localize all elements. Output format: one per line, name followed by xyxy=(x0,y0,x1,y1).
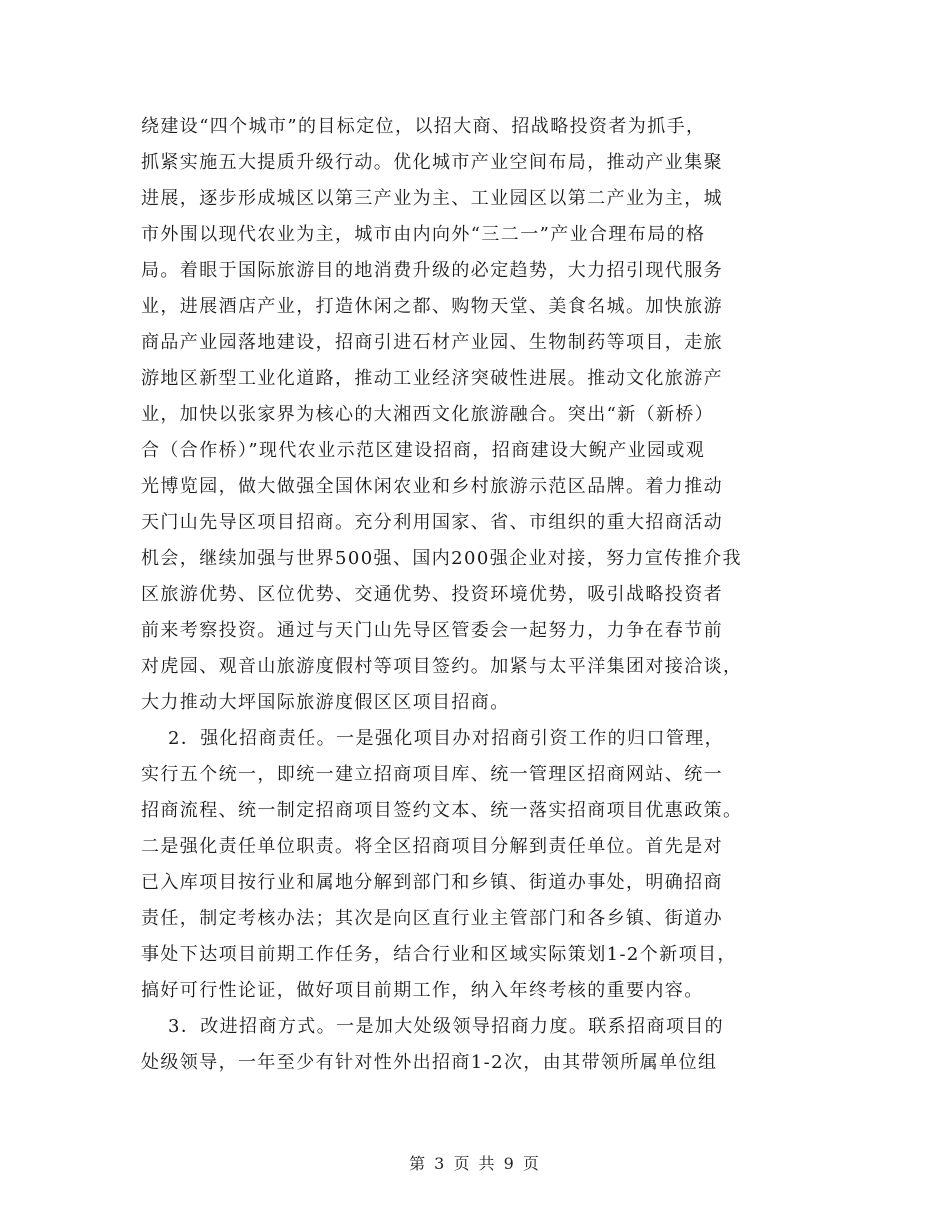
text-line: 绕建设“四个城市”的目标定位，以招大商、招战略投资者为抓手， xyxy=(141,116,706,137)
text-line: 合（合作桥）”现代农业示范区建设招商，招商建设大鲵产业园或观 xyxy=(141,440,706,461)
text-line: 前来考察投资。通过与天门山先导区管委会一起努力，力争在春节前 xyxy=(141,620,723,641)
text-line: 实行五个统一，即统一建立招商项目库、统一管理区招商网站、统一 xyxy=(141,764,723,785)
text-line: 已入库项目按行业和属地分解到部门和乡镇、街道办事处，明确招商 xyxy=(141,872,723,893)
paragraph-start-line: 3．改进招商方式。一是加大处级领导招商力度。联系招商项目的 xyxy=(168,1016,725,1037)
text-line: 对虎园、观音山旅游度假村等项目签约。加紧与太平洋集团对接洽谈， xyxy=(141,656,743,677)
text-line: 二是强化责任单位职责。将全区招商项目分解到责任单位。首先是对 xyxy=(141,836,723,857)
text-line: 处级领导，一年至少有针对性外出招商1-2次，由其带领所属单位组 xyxy=(141,1052,718,1073)
text-line: 市外围以现代农业为主，城市由内向外“三二一”产业合理布局的格 xyxy=(141,224,706,245)
text-line: 搞好可行性论证，做好项目前期工作，纳入年终考核的重要内容。 xyxy=(141,980,704,1001)
text-line: 局。着眼于国际旅游目的地消费升级的必定趋势，大力招引现代服务 xyxy=(141,260,723,281)
text-line: 事处下达项目前期工作任务，结合行业和区域实际策划1-2个新项目， xyxy=(141,944,737,965)
text-line: 游地区新型工业化道路，推动工业经济突破性进展。推动文化旅游产 xyxy=(141,368,723,389)
text-line: 招商流程、统一制定招商项目签约文本、统一落实招商项目优惠政策。 xyxy=(141,800,743,821)
text-line: 业，进展酒店产业，打造休闲之都、购物天堂、美食名城。加快旅游 xyxy=(141,296,723,317)
text-line: 商品产业园落地建设，招商引进石材产业园、生物制药等项目，走旅 xyxy=(141,332,723,353)
text-line: 业，加快以张家界为核心的大湘西文化旅游融合。突出“新（新桥） xyxy=(141,404,715,425)
text-line: 大力推动大坪国际旅游度假区区项目招商。 xyxy=(141,692,510,713)
text-line: 机会，继续加强与世界500强、国内200强企业对接，努力宣传推介我 xyxy=(141,548,742,569)
text-line: 天门山先导区项目招商。充分利用国家、省、市组织的重大招商活动 xyxy=(141,512,723,533)
text-line: 进展，逐步形成城区以第三产业为主、工业园区以第二产业为主，城 xyxy=(141,188,723,209)
text-line: 责任，制定考核办法；其次是向区直行业主管部门和各乡镇、街道办 xyxy=(141,908,723,929)
page-number-footer: 第 3 页 共 9 页 xyxy=(409,1154,541,1173)
paragraph-start-line: 2．强化招商责任。一是强化项目办对招商引资工作的归口管理， xyxy=(168,728,725,749)
text-line: 抓紧实施五大提质升级行动。优化城市产业空间布局，推动产业集聚 xyxy=(141,152,723,173)
text-line: 光博览园，做大做强全国休闲农业和乡村旅游示范区品牌。着力推动 xyxy=(141,476,723,497)
text-line: 区旅游优势、区位优势、交通优势、投资环境优势，吸引战略投资者 xyxy=(141,584,723,605)
body-text xyxy=(141,109,825,1081)
